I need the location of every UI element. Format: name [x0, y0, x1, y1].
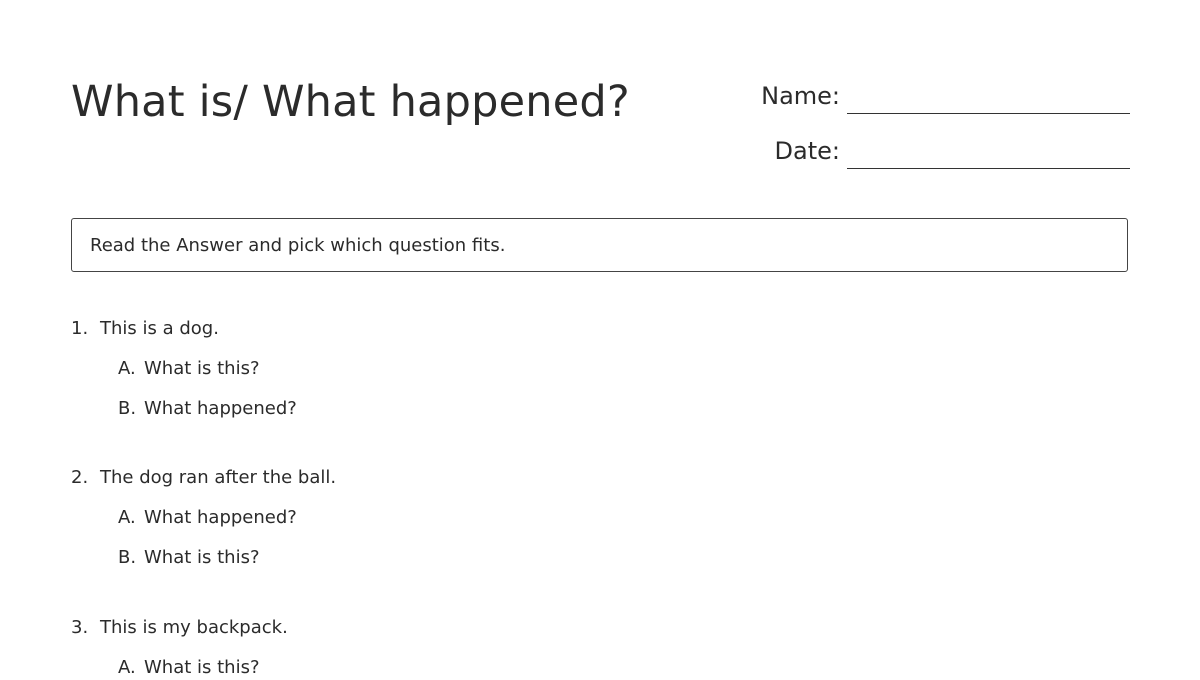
option-text: What is this? [144, 357, 260, 379]
option-letter: A. [118, 357, 136, 379]
option-text: What is this? [144, 656, 260, 678]
options-list [118, 654, 288, 680]
option-text: What happened? [144, 506, 297, 528]
option-letter: B. [118, 397, 137, 419]
question-stem [71, 315, 297, 341]
question-1 [71, 315, 297, 421]
date-label: Date: [774, 137, 840, 165]
question-number: 2. [71, 466, 89, 488]
question-number: 3. [71, 616, 89, 638]
name-line [847, 112, 1130, 114]
option-text: What is this? [144, 546, 260, 568]
option-b[interactable] [118, 395, 297, 421]
name-field-row [700, 74, 1130, 114]
options-list [118, 504, 336, 570]
question-3 [71, 614, 288, 680]
question-2 [71, 464, 336, 570]
question-text: This is a dog. [100, 317, 219, 339]
option-a[interactable] [118, 355, 297, 381]
page-title: What is/ What happened? [71, 77, 630, 127]
option-a[interactable] [118, 504, 336, 530]
question-text: The dog ran after the ball. [100, 466, 337, 488]
instructions-box: Read the Answer and pick which question fits. [71, 218, 1128, 272]
question-number: 1. [71, 317, 89, 339]
date-line [847, 167, 1130, 169]
question-text: This is my backpack. [100, 616, 288, 638]
question-stem [71, 614, 288, 640]
options-list [118, 355, 297, 421]
name-label: Name: [761, 82, 840, 110]
option-letter: B. [118, 546, 137, 568]
date-field-row [700, 129, 1130, 169]
option-a[interactable] [118, 654, 288, 680]
option-b[interactable] [118, 544, 336, 570]
option-text: What happened? [144, 397, 297, 419]
option-letter: A. [118, 506, 136, 528]
option-letter: A. [118, 656, 136, 678]
question-stem [71, 464, 336, 490]
